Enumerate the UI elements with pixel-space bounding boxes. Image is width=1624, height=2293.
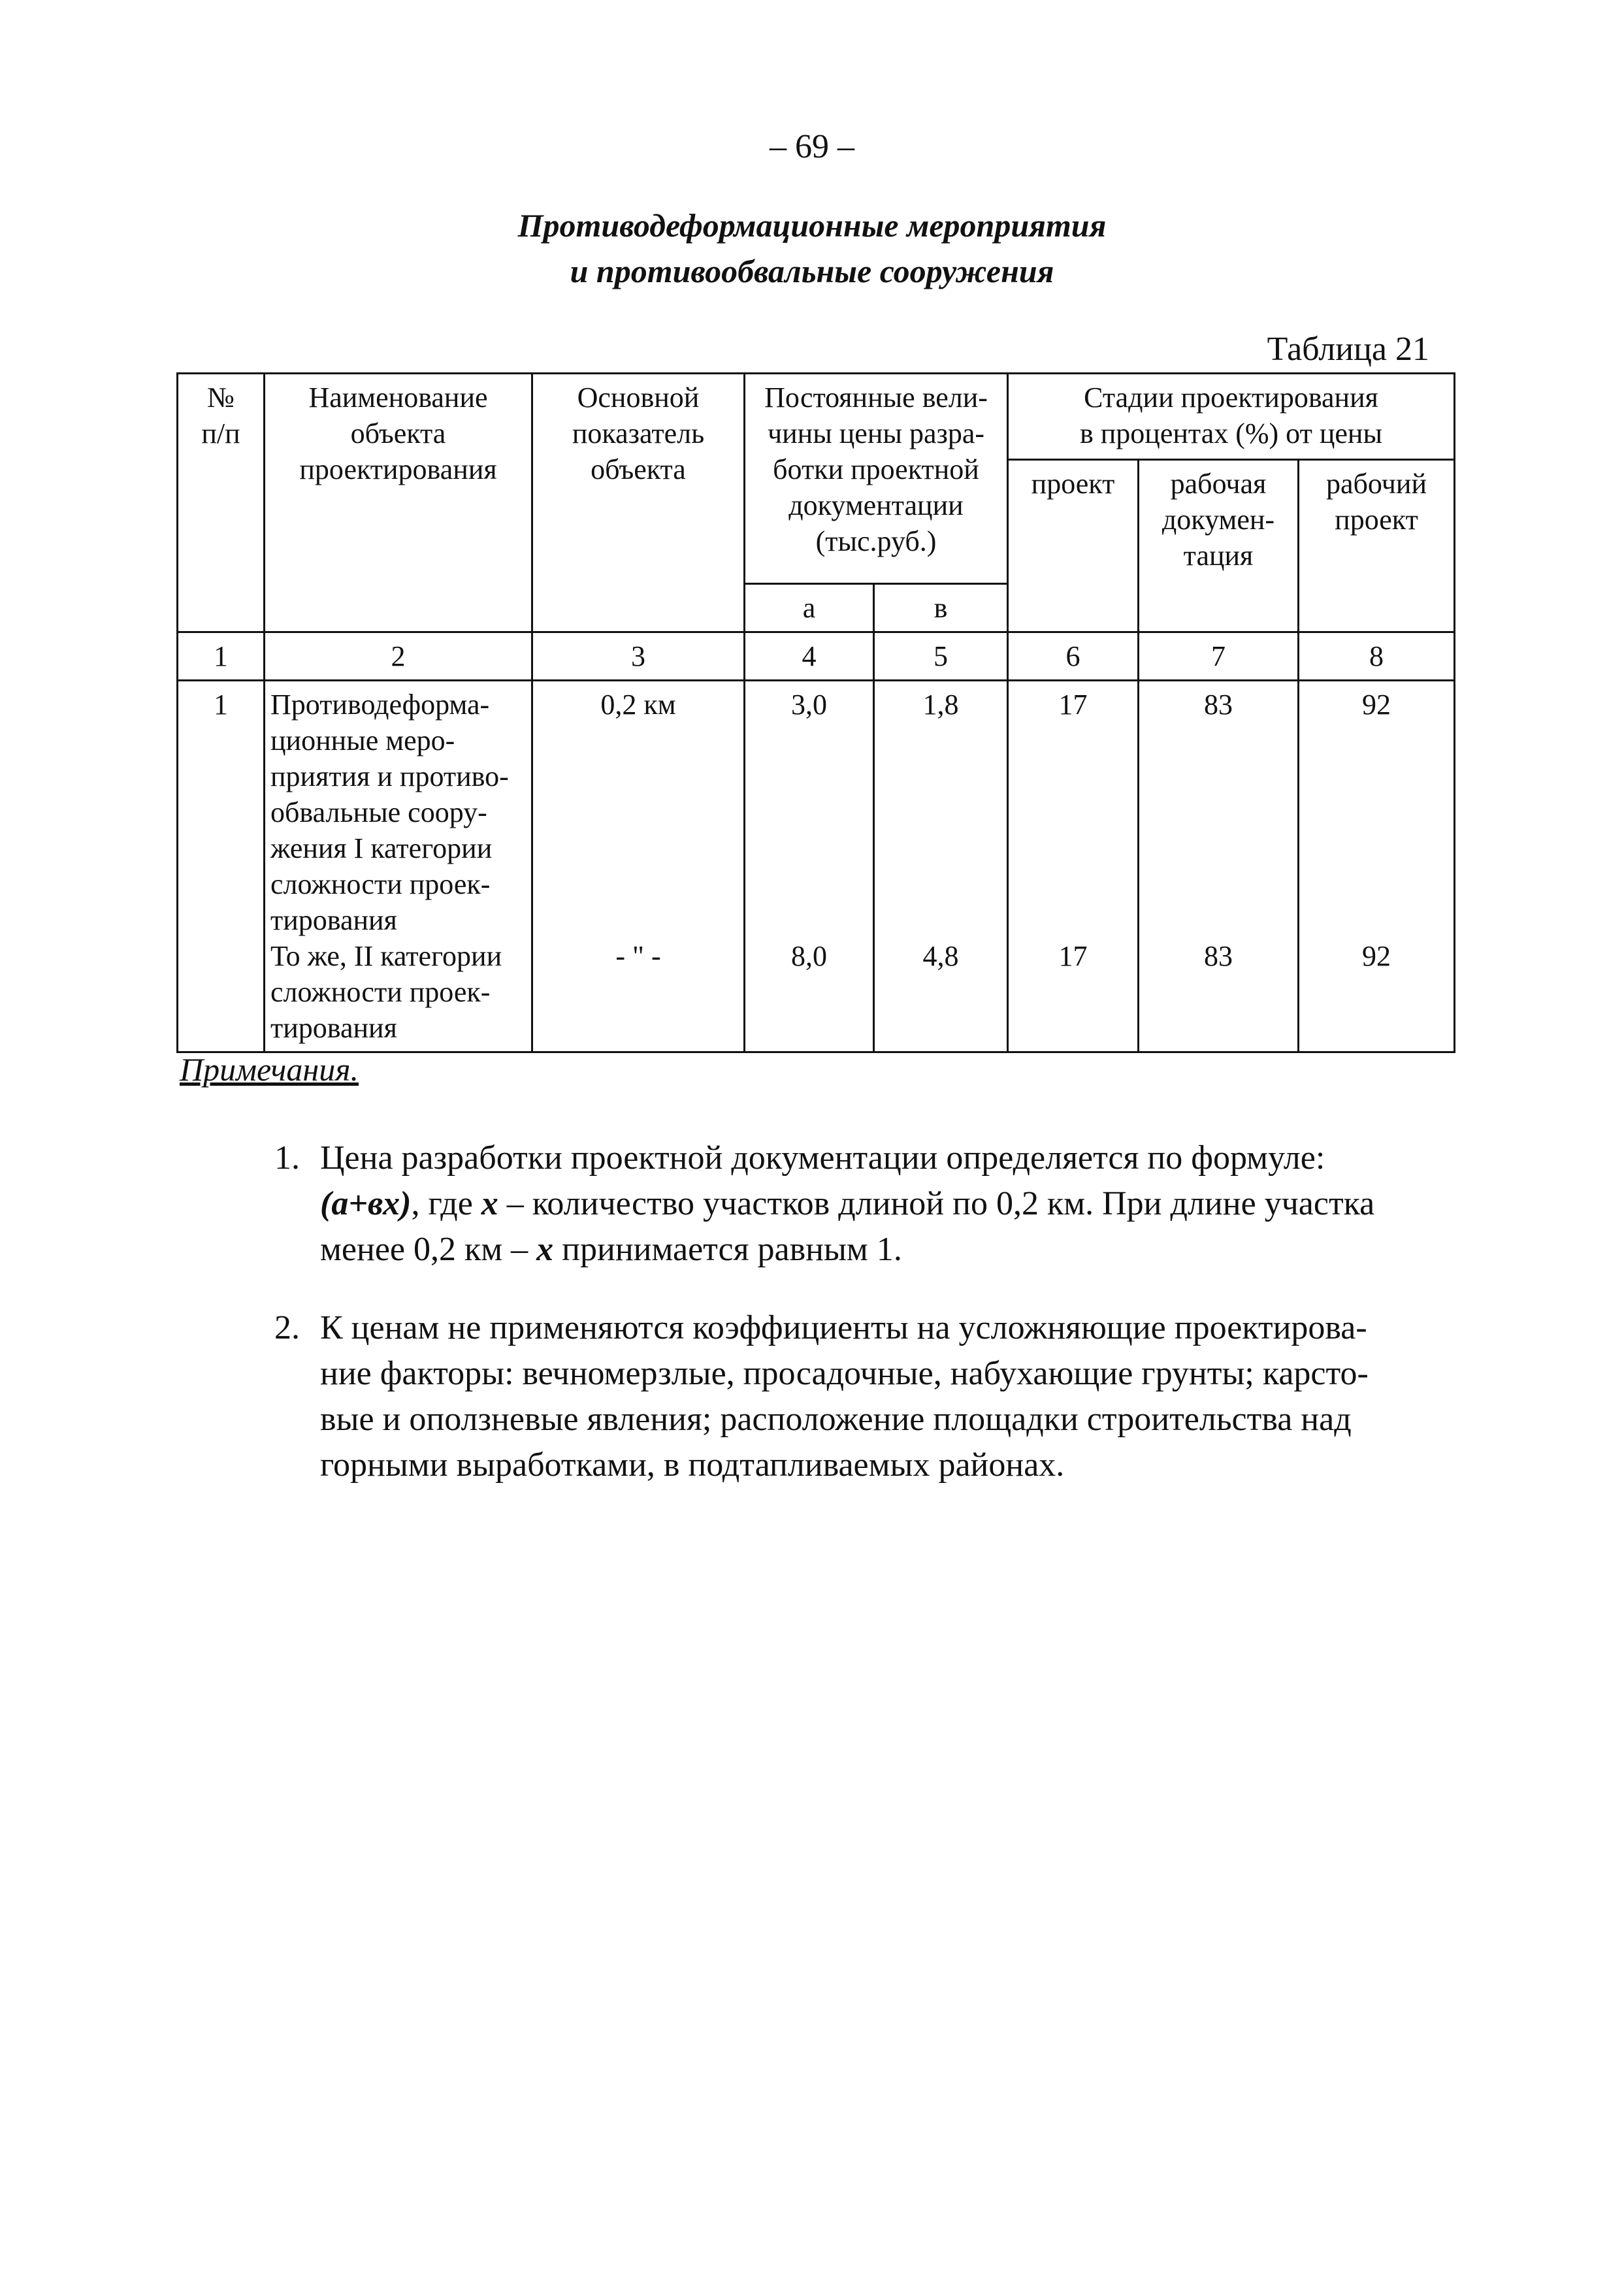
- note-2: [274, 1305, 1470, 1488]
- header-constant-b: в: [874, 584, 1008, 632]
- column-number: 2: [265, 632, 532, 681]
- table-label: Таблица 21: [1267, 331, 1429, 368]
- note-line: горными выработками, в подтапливаемых районах.: [320, 1446, 1065, 1484]
- header-stages: Стадии проектирования в процентах (%) от цены: [1008, 374, 1455, 460]
- note-1: [274, 1135, 1470, 1273]
- constant-a-cell: 3,0 8,0: [745, 681, 874, 1052]
- note-line: вые и оползневые явления; расположение площадки строительства над: [320, 1401, 1352, 1438]
- note-line: К ценам не применяются коэффициенты на усложняющие проектирова-: [320, 1309, 1367, 1346]
- note-line: (а+вх), где х – количество участков длиной по 0,2 км. При длине участка: [320, 1185, 1375, 1222]
- title-line-2: и противообвальные сооружения: [570, 253, 1054, 289]
- note-line: менее 0,2 км – х принимается равным 1.: [320, 1231, 902, 1268]
- indicator-cell: 0,2 км - " -: [532, 681, 745, 1052]
- column-number: 3: [532, 632, 745, 681]
- note-line: Цена разработки проектной документации определяется по формуле:: [320, 1139, 1325, 1177]
- stage-project-cell: 17 17: [1008, 681, 1139, 1052]
- header-name: Наименование объекта проектирования: [265, 374, 532, 632]
- note-number: 1.: [274, 1139, 300, 1177]
- page-number: – 69 –: [770, 128, 854, 165]
- column-number: 6: [1008, 632, 1139, 681]
- note-line: ние факторы: вечномерзлые, просадочные, набухающие грунты; карсто-: [320, 1355, 1369, 1392]
- page-title: [0, 203, 1624, 294]
- column-number: 5: [874, 632, 1008, 681]
- column-numbers-row: [178, 632, 1455, 681]
- stage-working-doc-cell: 83 83: [1139, 681, 1299, 1052]
- header-constant-a: а: [745, 584, 874, 632]
- header-stage-working-project: рабочий проект: [1299, 460, 1455, 632]
- column-number: 4: [745, 632, 874, 681]
- object-name: Противодеформа- ционные меро- приятия и противо- обвальные соору- жения I категории сложности проек- тирования То же, II категории сложности проек- тирования: [265, 681, 532, 1052]
- header-stage-working-doc: рабочая докумен- тация: [1139, 460, 1299, 632]
- constant-b-cell: 1,8 4,8: [874, 681, 1008, 1052]
- header-no: № п/п: [178, 374, 265, 632]
- column-number: 8: [1299, 632, 1455, 681]
- title-line-1: Противодеформационные мероприятия: [517, 207, 1107, 244]
- header-indicator: Основной показатель объекта: [532, 374, 745, 632]
- price-table: [176, 372, 1455, 1053]
- column-number: 7: [1139, 632, 1299, 681]
- header-constants: Постоянные вели- чины цены разра- ботки проектной документации (тыс.руб.): [745, 374, 1008, 584]
- header-stage-project: проект: [1008, 460, 1139, 632]
- row-number: 1: [178, 681, 265, 1052]
- stage-working-project-cell: 92 92: [1299, 681, 1455, 1052]
- table-row: [178, 681, 1455, 1052]
- column-number: 1: [178, 632, 265, 681]
- notes-heading: Примечания.: [180, 1051, 359, 1088]
- note-number: 2.: [274, 1309, 300, 1346]
